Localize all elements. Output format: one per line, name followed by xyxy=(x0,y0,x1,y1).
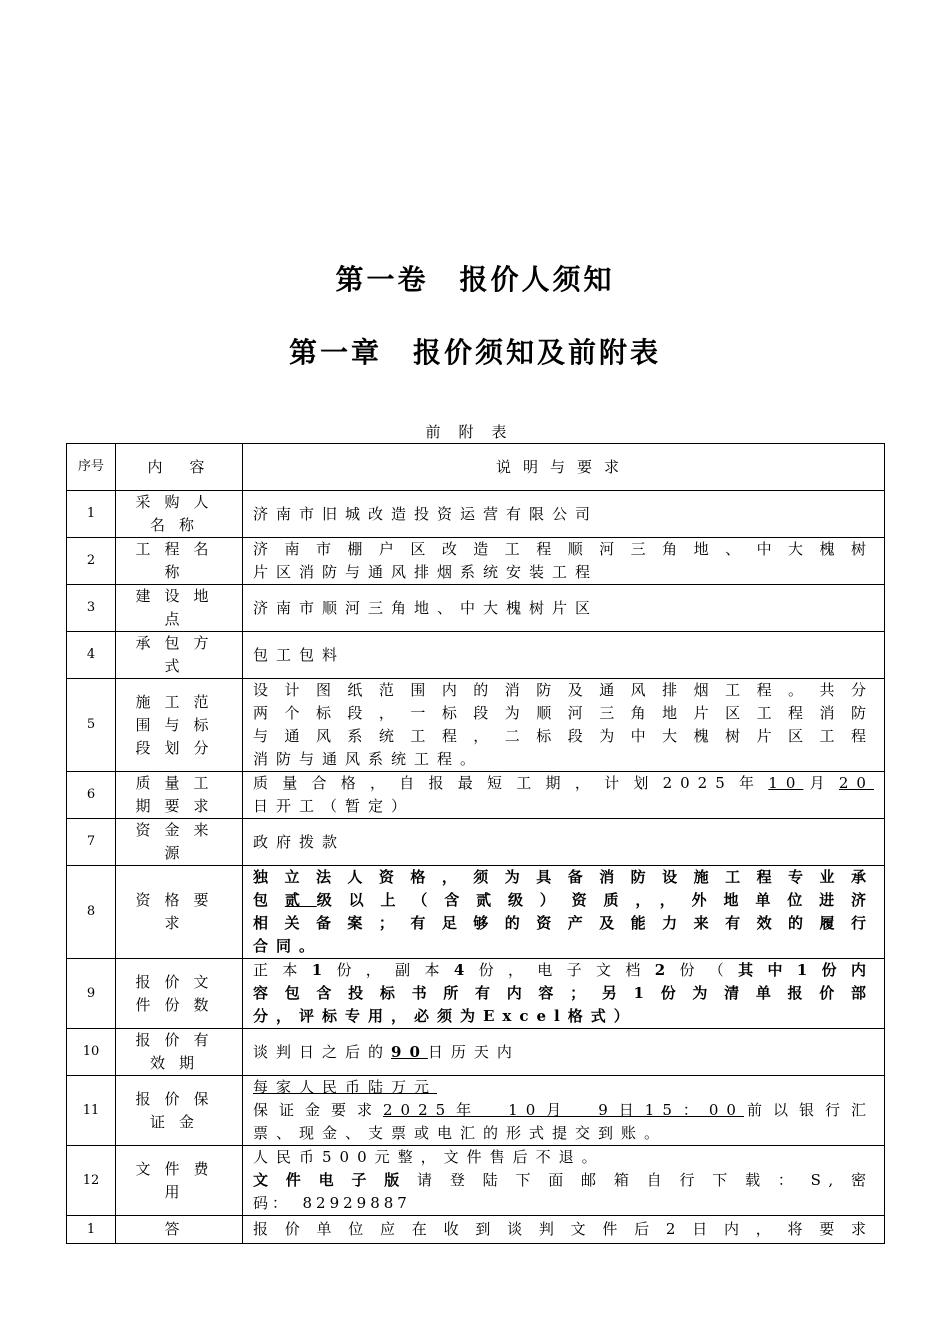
row-desc xyxy=(243,1076,885,1146)
volume-title: 第一卷 报价人须知 xyxy=(335,263,615,296)
desc-line: 票、现金、支票或电汇的形式提交到账。 xyxy=(253,1124,668,1142)
desc-line: 质量合格，自报最短工期，计划2025年10月20 xyxy=(253,774,874,792)
row-desc xyxy=(243,538,885,585)
desc-line: 文件电子版请登陆下面邮箱自行下载：S,密 xyxy=(253,1171,874,1189)
header-item: 内 容 xyxy=(116,444,243,491)
desc-line: 日开工（暂定） xyxy=(253,797,415,815)
row-no: 1 xyxy=(67,1216,116,1244)
table-row xyxy=(67,772,885,819)
row-no: 9 xyxy=(67,959,116,1029)
row-desc: 包工包料 xyxy=(243,632,885,679)
desc-line: 每家人民币陆万元 xyxy=(253,1078,438,1096)
desc-line: 消防与通风系统工程。 xyxy=(253,750,484,768)
row-item: 报价保证金 xyxy=(116,1076,243,1146)
row-desc xyxy=(243,679,885,772)
row-item: 工程名称 xyxy=(116,538,243,585)
table-row xyxy=(67,632,885,679)
row-desc: 政府拨款 xyxy=(243,819,885,866)
desc-line: 设计图纸范围内的消防及通风排烟工程。共分 xyxy=(253,681,874,699)
row-item: 质量工期要求 xyxy=(116,772,243,819)
start-month: 10 xyxy=(768,774,804,792)
table-row xyxy=(67,491,885,538)
row-no: 11 xyxy=(67,1076,116,1146)
table-row xyxy=(67,538,885,585)
table-row xyxy=(67,679,885,772)
row-item: 资格要求 xyxy=(116,866,243,959)
row-item: 建设地点 xyxy=(116,585,243,632)
header-no: 序号 xyxy=(67,444,116,491)
row-no: 1 xyxy=(67,491,116,538)
desc-line: 独立法人资格，须为具备消防设施工程专业承 xyxy=(253,868,874,886)
row-desc: 谈判日之后的90日历天内 xyxy=(243,1029,885,1076)
desc-line: 分，评标专用，必须为Excel格式） xyxy=(253,1007,637,1025)
row-no: 4 xyxy=(67,632,116,679)
row-item: 承包方式 xyxy=(116,632,243,679)
row-no: 3 xyxy=(67,585,116,632)
row-no: 7 xyxy=(67,819,116,866)
row-item: 报价有效期 xyxy=(116,1029,243,1076)
table-caption: 前附表 xyxy=(425,423,525,441)
row-item: 资金来源 xyxy=(116,819,243,866)
desc-line: 容包含投标书所有内容；另1份为清单报价部 xyxy=(253,984,874,1002)
table-row xyxy=(67,959,885,1029)
row-desc xyxy=(243,866,885,959)
row-desc xyxy=(243,959,885,1029)
row-no: 5 xyxy=(67,679,116,772)
row-desc xyxy=(243,1146,885,1216)
desc-line: 正本1份，副本4份，电子文档2份（其中1份内 xyxy=(253,961,874,979)
table-row xyxy=(67,1076,885,1146)
valid-days: 90 xyxy=(391,1042,428,1061)
start-day: 20 xyxy=(838,774,874,792)
row-no: 8 xyxy=(67,866,116,959)
table-row xyxy=(67,1029,885,1076)
row-no: 12 xyxy=(67,1146,116,1216)
desc-line: 相关备案；有足够的资产及能力来有效的履行 xyxy=(253,914,874,932)
row-no: 6 xyxy=(67,772,116,819)
chapter-title: 第一章 报价须知及前附表 xyxy=(288,336,661,369)
row-desc: 报价单位应在收到谈判文件后2日内，将要求 xyxy=(243,1216,885,1244)
desc-line: 保证金要求2025年 10月 9日15：00前以银行汇 xyxy=(253,1101,874,1119)
row-item: 施工范围与标段划分 xyxy=(116,679,243,772)
desc-line: 两个标段，一标段为顺河三角地片区工程消防 xyxy=(253,704,874,722)
desc-line: 合同。 xyxy=(253,937,323,955)
desc-line: 片区消防与通风排烟系统安装工程 xyxy=(253,563,599,581)
row-item: 报价文件份数 xyxy=(116,959,243,1029)
row-desc: 济南市旧城改造投资运营有限公司 xyxy=(243,491,885,538)
row-item: 文件费用 xyxy=(116,1146,243,1216)
row-no: 10 xyxy=(67,1029,116,1076)
desc-line: 人民币500元整，文件售后不退。 xyxy=(253,1148,605,1166)
row-item: 采购人名称 xyxy=(116,491,243,538)
header-desc: 说明与要求 xyxy=(243,444,885,491)
row-item: 答 xyxy=(116,1216,243,1244)
desc-line: 与通风系统工程，二标段为中大槐树片区工程 xyxy=(253,727,874,745)
table-row xyxy=(67,585,885,632)
table-row xyxy=(67,1146,885,1216)
table-header-row xyxy=(67,444,885,491)
desc-line: 码： 82929887 xyxy=(253,1194,411,1212)
qualification-level: 贰 xyxy=(284,891,317,909)
row-desc xyxy=(243,772,885,819)
desc-line: 济南市棚户区改造工程顺河三角地、中大槐树 xyxy=(253,540,874,558)
deposit-deadline: 2025年 10月 9日15：00 xyxy=(383,1101,744,1119)
table-row xyxy=(67,1216,885,1244)
table-row xyxy=(67,866,885,959)
row-no: 2 xyxy=(67,538,116,585)
pre-attached-table xyxy=(66,443,885,1244)
table-row xyxy=(67,819,885,866)
desc-line: 包贰级以上（含贰级）资质，，外地单位进济 xyxy=(253,891,874,909)
row-desc: 济南市顺河三角地、中大槐树片区 xyxy=(243,585,885,632)
